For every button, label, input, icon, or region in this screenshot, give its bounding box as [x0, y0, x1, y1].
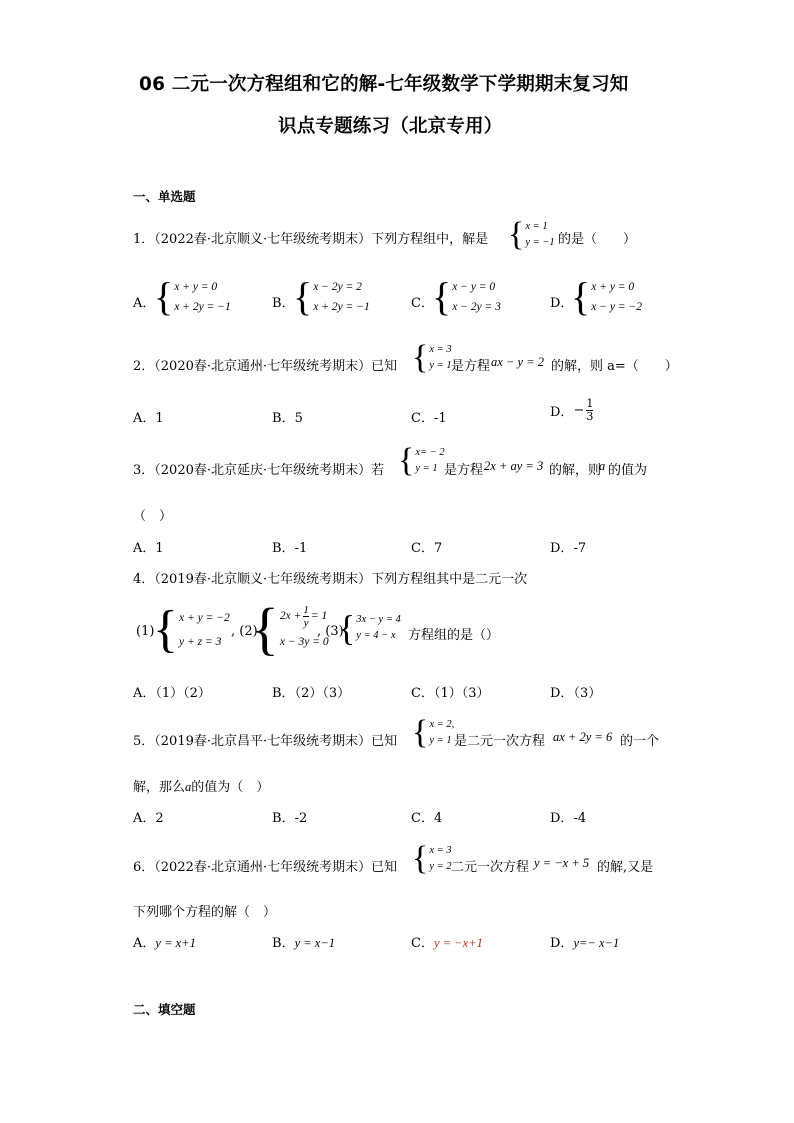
minus-sign: −	[573, 403, 585, 418]
fraction-denominator: 3	[586, 410, 594, 423]
q4-option-b[interactable]	[272, 682, 350, 701]
system-line: x = 3	[429, 344, 452, 355]
q2-option-c[interactable]	[411, 407, 447, 426]
option-letter: B．	[272, 936, 295, 951]
system-line: x − 2y = 2	[313, 281, 362, 293]
system-term: 2x +	[279, 610, 302, 622]
document-title-line1: 06 二元一次方程组和它的解-七年级数学下学期期末复习知	[139, 74, 629, 95]
q2-option-a[interactable]	[133, 407, 164, 426]
system-line: x = 2,	[429, 719, 455, 730]
question-5-solution-system: { x = 2, y = 1	[412, 714, 455, 751]
question-4-prefix: 4．（2019春·北京顺义·七年级统考期末）下列方程组其中是二元一次	[133, 572, 528, 587]
option-letter: A．	[133, 411, 156, 426]
option-a-letter[interactable]: A．	[133, 296, 156, 311]
question-1-solution-system: { x = 1 y = −1	[508, 216, 555, 253]
option-a-system[interactable]: { x + y = 0 x + 2y = −1	[154, 274, 231, 319]
system-line: x − 2y = 3	[452, 301, 501, 313]
option-letter: A．	[133, 936, 156, 951]
q2-option-b[interactable]	[272, 407, 303, 426]
option-letter: D．	[550, 541, 574, 556]
option-text: y = x−1	[294, 936, 336, 950]
question-5-suffix: 的一个	[620, 734, 660, 749]
question-3-variable: a	[599, 459, 606, 473]
option-letter: D．	[550, 811, 574, 826]
question-3-suffix: 的值为	[608, 463, 648, 478]
option-letter: C．	[411, 686, 434, 701]
system-line: x + y = 0	[174, 281, 218, 293]
question-3-prefix: 3．（2020春·北京延庆·七年级统考期末）若	[133, 463, 385, 478]
option-text: y = x+1	[155, 936, 196, 950]
fraction-numerator: 1	[303, 603, 309, 616]
option-letter: A．	[133, 686, 156, 701]
option-letter: D．	[550, 405, 574, 420]
system-line: y = 1	[429, 360, 452, 371]
question-6-line2: 下列哪个方程的解（ ）	[133, 905, 277, 920]
question-2-prefix: 2．（2020春·北京通州·七年级统考期末）已知	[133, 359, 398, 374]
option-letter: B．	[272, 686, 295, 701]
q4-option-c[interactable]	[411, 682, 490, 701]
system-line: y = 2	[429, 861, 452, 872]
option-text: （3）	[573, 686, 602, 701]
question-4-suffix: 方程组的是（）	[408, 628, 500, 643]
question-2-equation: ax − y = 2	[491, 355, 544, 369]
option-text: 5	[294, 411, 303, 426]
document-title-line2: 识点专题练习（北京专用）	[278, 116, 503, 137]
option-text: -2	[294, 811, 308, 826]
option-text: -7	[573, 541, 587, 556]
option-d-letter[interactable]: D．	[550, 296, 574, 311]
section-heading-single-choice: 一、单选题	[133, 189, 196, 204]
question-6-solution-system: { x = 3 y = 2	[412, 840, 452, 877]
fraction	[586, 398, 593, 423]
question-4-system-1: { x + y = −2 y + z = 3	[153, 601, 230, 658]
system-line: y = −1	[525, 237, 555, 248]
question-3-equation: 2x + ay = 3	[484, 459, 544, 473]
option-text: 1	[155, 411, 164, 426]
question-4-label-3: , (3)	[317, 624, 344, 639]
system-line: x + 2y = −1	[174, 301, 231, 313]
question-1-prefix: 1．（2022春·北京顺义·七年级统考期末）下列方程组中，解是	[133, 232, 489, 247]
q3-option-d[interactable]	[550, 537, 586, 556]
option-letter: D．	[550, 936, 574, 951]
q2-option-d[interactable]	[550, 398, 593, 423]
system-line: x − y = −2	[591, 301, 642, 313]
q3-option-c[interactable]	[411, 537, 442, 556]
option-letter: B．	[272, 541, 295, 556]
system-line: x + y = 0	[591, 281, 635, 293]
q5-option-a[interactable]	[133, 807, 164, 826]
question-3-answer-blank: （ ）	[133, 509, 173, 524]
option-text: （1）（2）	[155, 686, 211, 701]
option-letter: A．	[133, 541, 156, 556]
option-text: 4	[433, 811, 443, 826]
option-letter: A．	[133, 811, 156, 826]
question-1-suffix: 的是（ ）	[558, 232, 637, 247]
system-line: y = 4 − x	[356, 630, 396, 641]
question-text: 解，那么	[133, 780, 186, 795]
question-4-system-3: { 3x − y = 4 y = 4 − x	[338, 608, 401, 648]
option-text: -4	[573, 811, 587, 826]
option-text: 2	[155, 811, 164, 826]
question-3-mid: 是方程	[444, 463, 484, 478]
question-6-mid: 二元一次方程	[451, 860, 530, 875]
fraction	[303, 604, 309, 629]
question-6-prefix: 6．（2022春·北京通州·七年级统考期末）已知	[133, 860, 398, 875]
q3-option-a[interactable]	[133, 537, 164, 556]
question-4-system-2: { 2x + $\frac{1}{y}$ = 1 x − 3y = 0	[251, 596, 329, 661]
q4-option-d[interactable]	[550, 682, 601, 701]
q4-option-a[interactable]	[133, 682, 211, 701]
question-5-line2	[133, 776, 269, 795]
q5-option-c[interactable]	[411, 807, 442, 826]
question-2-solution-system: { x = 3 y = 1	[412, 339, 452, 376]
system-line: x − 3y = 0	[279, 636, 329, 648]
question-text: 的值为（ ）	[191, 780, 270, 795]
option-b-letter[interactable]: B．	[272, 296, 295, 311]
system-line: y + z = 3	[178, 636, 222, 648]
option-letter: B．	[272, 811, 295, 826]
system-line: x = 1	[525, 221, 548, 232]
option-d-system[interactable]: { x + y = 0 x − y = −2	[571, 274, 642, 319]
option-b-system[interactable]: { x − 2y = 2 x + 2y = −1	[293, 274, 370, 319]
option-text: 7	[433, 541, 443, 556]
question-6-suffix: 的解,又是	[597, 860, 654, 875]
system-line: x = 3	[429, 845, 452, 856]
option-letter: B．	[272, 411, 295, 426]
option-c-system[interactable]: { x − y = 0 x − 2y = 3	[432, 274, 501, 319]
option-text-highlighted: y = −x+1	[433, 936, 483, 950]
system-line: y = 1	[415, 463, 438, 474]
option-letter: D．	[550, 686, 574, 701]
option-text: 1	[155, 541, 164, 556]
system-term: = 1	[310, 610, 328, 622]
q6-option-d[interactable]	[550, 932, 619, 951]
option-c-letter[interactable]: C．	[411, 296, 434, 311]
variable: a	[185, 780, 192, 794]
system-line: y = 1	[429, 735, 452, 746]
option-letter: C．	[411, 811, 434, 826]
system-line: x= − 2	[415, 447, 445, 458]
system-line: x + y = −2	[178, 612, 230, 624]
question-3-solution-system: { x= − 2 y = 1	[398, 442, 445, 479]
q3-option-b[interactable]	[272, 537, 307, 556]
option-text: -1	[294, 541, 308, 556]
fraction-denominator: y	[303, 616, 309, 629]
option-letter: C．	[411, 936, 434, 951]
q6-option-b[interactable]	[272, 932, 335, 951]
question-4-label-2: , (2)	[231, 624, 258, 639]
q5-option-d[interactable]	[550, 807, 586, 826]
question-2-suffix: 的解，则 a=（ ）	[551, 359, 678, 374]
option-letter: C．	[411, 541, 434, 556]
q6-option-c[interactable]	[411, 932, 483, 951]
option-text: （1）（3）	[433, 686, 490, 701]
option-text: y=− x−1	[573, 936, 620, 950]
question-5-prefix: 5．（2019春·北京昌平·七年级统考期末）已知	[133, 734, 398, 749]
question-6-equation: y = −x + 5	[534, 856, 590, 870]
system-line: x − y = 0	[452, 281, 496, 293]
option-text: （2）（3）	[294, 686, 351, 701]
question-5-equation: ax + 2y = 6	[553, 730, 613, 744]
option-letter: C．	[411, 411, 434, 426]
question-3-mid2: 的解，则	[549, 463, 602, 478]
q5-option-b[interactable]	[272, 807, 307, 826]
question-2-mid: 是方程	[451, 359, 491, 374]
question-5-mid: 是二元一次方程	[454, 734, 546, 749]
system-line: 3x − y = 4	[356, 614, 401, 625]
system-line: x + 2y = −1	[313, 301, 370, 313]
q6-option-a[interactable]	[133, 932, 196, 951]
section-heading-fill-in: 二、填空题	[133, 1002, 196, 1017]
fraction-numerator: 1	[586, 397, 594, 410]
question-4-label-1: (1)	[136, 624, 155, 639]
option-text: -1	[433, 411, 447, 426]
